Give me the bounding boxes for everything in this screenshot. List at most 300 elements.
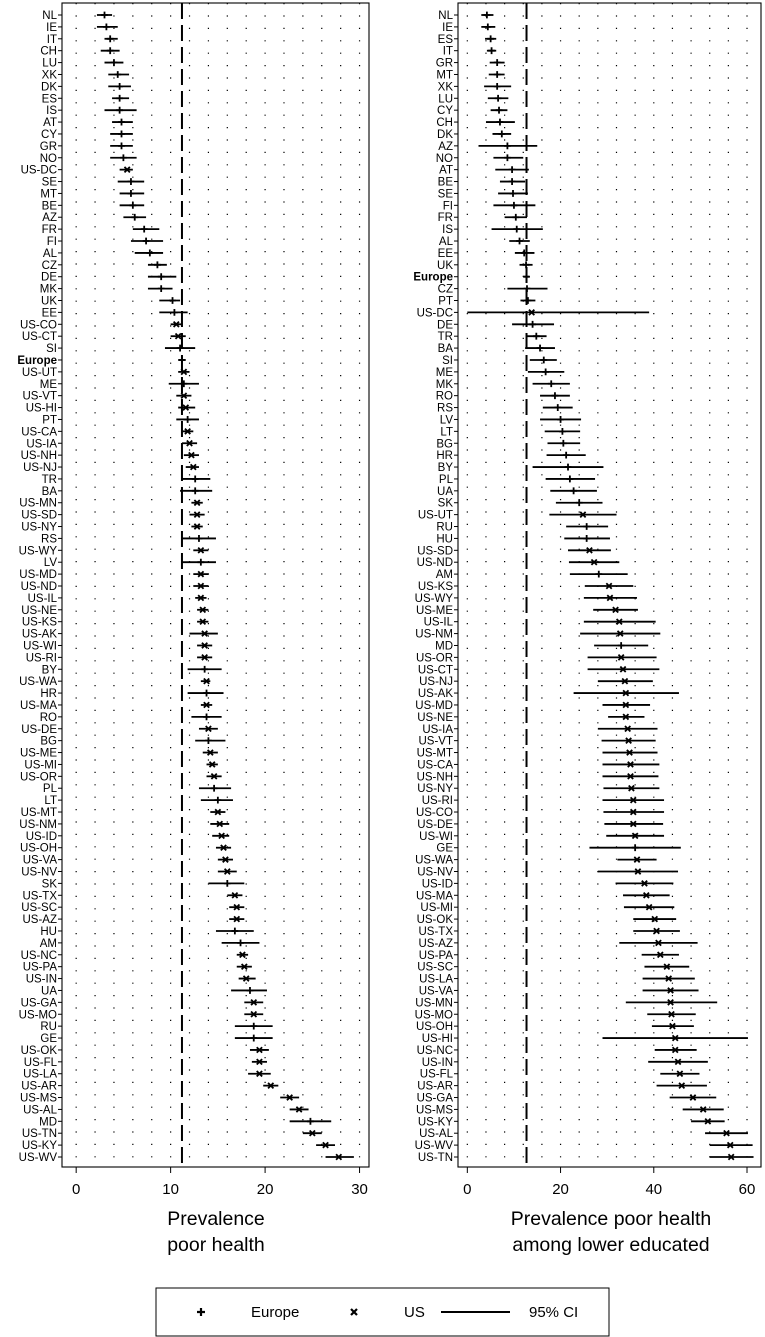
- y-tick-label: XK: [437, 81, 453, 94]
- data-row: [23, 640, 212, 652]
- y-tick-label: TR: [437, 331, 453, 344]
- y-tick-label: US-KY: [21, 1140, 57, 1153]
- y-tick-label: US-TN: [417, 1152, 453, 1164]
- data-row: [42, 69, 129, 81]
- europe-plus-marker: [247, 987, 254, 994]
- data-row: [438, 498, 603, 510]
- y-tick-label: FI: [46, 236, 57, 249]
- y-tick-label: US-KS: [417, 581, 453, 593]
- europe-plus-marker: [540, 357, 547, 364]
- data-row: [23, 914, 245, 926]
- data-row: [19, 819, 229, 831]
- y-tick-label: MK: [39, 283, 57, 296]
- data-row: [442, 355, 557, 367]
- y-tick-label: US-OK: [416, 914, 453, 927]
- y-tick-label: US-MO: [414, 1009, 453, 1022]
- y-tick-label: US-KY: [417, 1116, 453, 1129]
- data-row: [438, 343, 555, 355]
- europe-plus-marker: [205, 737, 212, 744]
- y-tick-label: US-AR: [417, 1080, 453, 1093]
- data-row: [22, 629, 218, 641]
- y-tick-label: US-CT: [417, 664, 453, 677]
- europe-plus-marker: [509, 178, 516, 185]
- y-tick-label: AT: [439, 164, 453, 177]
- europe-plus-marker: [111, 59, 118, 66]
- data-row: [21, 807, 226, 819]
- y-tick-label: CZ: [41, 259, 57, 272]
- y-tick-label: MT: [40, 188, 57, 201]
- europe-plus-marker: [307, 1118, 314, 1125]
- data-row: [26, 403, 196, 415]
- y-tick-label: US-AL: [23, 1104, 57, 1117]
- legend: [156, 1288, 609, 1336]
- y-tick-label: SI: [442, 354, 453, 367]
- europe-plus-marker: [552, 392, 559, 399]
- y-tick-label: US-MS: [415, 1104, 453, 1117]
- europe-plus-marker: [120, 154, 127, 161]
- y-tick-label: NO: [39, 152, 57, 165]
- europe-plus-marker: [224, 880, 231, 887]
- y-tick-label: US-NM: [415, 628, 453, 641]
- y-tick-label: US-AR: [21, 1080, 57, 1093]
- data-row: [438, 462, 604, 474]
- data-row: [417, 867, 678, 879]
- y-tick-label: US-MO: [18, 1009, 57, 1022]
- y-tick-label: GR: [435, 57, 453, 70]
- data-row: [437, 260, 533, 272]
- data-row: [22, 617, 209, 629]
- europe-plus-marker: [211, 785, 218, 792]
- data-row: [42, 200, 145, 212]
- y-tick-label: LT: [44, 795, 57, 808]
- data-row: [418, 664, 660, 676]
- y-tick-label: CY: [41, 128, 57, 141]
- y-tick-label: HU: [40, 925, 57, 938]
- data-row: [19, 545, 209, 557]
- data-row: [415, 1009, 696, 1021]
- data-row: [419, 736, 656, 748]
- y-tick-label: ME: [39, 378, 57, 391]
- y-tick-label: US-WA: [19, 676, 57, 689]
- data-row: [44, 795, 233, 807]
- data-row: [418, 510, 617, 522]
- europe-plus-marker: [583, 523, 590, 530]
- data-row: [438, 81, 511, 93]
- x-tick-label: 0: [71, 1181, 81, 1198]
- y-tick-label: US-MI: [420, 902, 453, 915]
- y-tick-label: GR: [39, 140, 57, 153]
- y-tick-label: US-HI: [421, 1033, 453, 1046]
- data-row: [417, 307, 650, 319]
- data-row: [24, 1057, 267, 1069]
- data-row: [20, 700, 212, 712]
- europe-plus-marker: [201, 666, 208, 673]
- y-tick-label: US-TN: [21, 1128, 57, 1141]
- data-row: [40, 712, 222, 724]
- europe-plus-marker: [509, 166, 516, 173]
- data-row: [436, 569, 628, 581]
- y-tick-label: UK: [41, 295, 57, 308]
- data-row: [415, 1140, 753, 1152]
- y-tick-label: CZ: [437, 283, 453, 296]
- data-row: [21, 450, 199, 462]
- europe-plus-marker: [523, 273, 530, 280]
- data-row: [40, 141, 133, 153]
- y-tick-label: BG: [436, 438, 453, 451]
- y-tick-label: CH: [40, 45, 57, 58]
- data-row: [23, 462, 199, 474]
- y-tick-label: HR: [436, 450, 453, 463]
- y-tick-label: EE: [41, 307, 57, 320]
- data-row: [439, 165, 529, 177]
- y-tick-label: US-WI: [419, 830, 453, 843]
- data-row: [21, 510, 204, 522]
- data-row: [22, 1140, 335, 1152]
- europe-plus-marker: [570, 487, 577, 494]
- data-row: [422, 1033, 748, 1045]
- data-row: [440, 414, 581, 426]
- data-row: [24, 759, 217, 771]
- y-tick-label: US-NY: [21, 521, 57, 534]
- y-tick-label: RU: [436, 521, 453, 534]
- y-tick-label: US-CO: [415, 807, 453, 820]
- y-tick-label: US-VA: [22, 854, 57, 867]
- europe-plus-marker: [542, 368, 549, 375]
- data-row: [44, 557, 216, 569]
- y-tick-label: BY: [437, 462, 453, 475]
- y-tick-label: US-IN: [421, 1056, 453, 1069]
- data-row: [437, 319, 554, 331]
- y-tick-label: FI: [442, 200, 453, 213]
- europe-plus-marker: [128, 190, 135, 197]
- data-row: [436, 153, 524, 165]
- data-row: [417, 1045, 697, 1057]
- data-row: [42, 93, 129, 105]
- y-tick-label: NL: [438, 10, 453, 22]
- data-row: [28, 593, 207, 605]
- europe-plus-marker: [566, 476, 573, 483]
- y-tick-label: Europe: [17, 354, 57, 367]
- x-tick-label: 30: [351, 1181, 368, 1198]
- europe-plus-marker: [488, 47, 495, 54]
- y-tick-label: SI: [46, 343, 57, 356]
- y-tick-label: US-SD: [417, 545, 453, 558]
- europe-plus-marker: [158, 285, 165, 292]
- plot-frame: [62, 3, 369, 1167]
- data-row: [43, 117, 133, 129]
- data-row: [417, 783, 659, 795]
- legend-item-us: [351, 1304, 425, 1321]
- europe-plus-marker: [179, 357, 186, 364]
- y-tick-label: US-MT: [20, 807, 57, 820]
- data-row: [415, 855, 656, 867]
- y-tick-label: US-OR: [19, 771, 57, 784]
- data-row: [438, 296, 535, 308]
- y-tick-label: US-MD: [19, 569, 57, 582]
- x-tick-label: 10: [162, 1181, 179, 1198]
- x-tick-label: 0: [463, 1181, 472, 1198]
- europe-plus-marker: [511, 202, 518, 209]
- y-tick-label: AM: [39, 937, 57, 950]
- data-row: [436, 391, 570, 403]
- y-tick-label: AZ: [42, 212, 57, 225]
- europe-plus-marker: [495, 95, 502, 102]
- data-row: [416, 1104, 724, 1116]
- data-row: [23, 1069, 271, 1081]
- data-row: [438, 248, 535, 260]
- y-tick-label: BA: [41, 485, 57, 498]
- data-row: [436, 69, 504, 81]
- y-tick-label: US-NJ: [23, 462, 57, 475]
- y-tick-label: US-MA: [19, 699, 57, 712]
- y-tick-label: AL: [438, 236, 453, 249]
- data-row: [40, 284, 173, 296]
- y-tick-label: RO: [39, 711, 57, 724]
- data-row: [21, 1081, 278, 1093]
- cross-marker-icon: [351, 1309, 357, 1315]
- data-row: [439, 236, 530, 248]
- y-tick-label: US-IN: [25, 973, 57, 986]
- europe-plus-marker: [595, 571, 602, 578]
- europe-plus-marker: [203, 713, 210, 720]
- europe-plus-marker: [632, 844, 639, 851]
- europe-plus-marker: [494, 71, 501, 78]
- y-tick-label: LU: [42, 57, 57, 70]
- data-row: [422, 1057, 708, 1069]
- y-tick-label: IE: [46, 21, 57, 34]
- y-tick-label: US-SC: [417, 961, 453, 974]
- legend-label-ci: 95% CI: [529, 1304, 579, 1321]
- y-tick-label: PL: [42, 783, 57, 796]
- data-row: [41, 533, 216, 545]
- europe-plus-marker: [618, 642, 625, 649]
- panel-lower-educated-prevalence: [413, 3, 761, 1256]
- y-tick-label: SK: [41, 878, 57, 891]
- europe-plus-marker: [250, 1023, 257, 1030]
- y-tick-label: LV: [43, 557, 57, 570]
- y-tick-label: BG: [40, 735, 57, 748]
- y-tick-label: US-AZ: [22, 914, 57, 927]
- data-row: [436, 533, 610, 545]
- y-tick-label: IS: [442, 224, 453, 237]
- data-row: [416, 890, 670, 902]
- data-row: [42, 307, 188, 319]
- y-tick-label: US-WI: [23, 640, 57, 653]
- y-tick-label: US-DE: [21, 723, 57, 736]
- data-row: [418, 1116, 725, 1128]
- data-row: [419, 831, 664, 843]
- data-row: [40, 1033, 272, 1045]
- y-tick-label: US-GA: [20, 997, 57, 1010]
- data-row: [417, 759, 659, 771]
- data-row: [42, 878, 245, 890]
- data-row: [42, 224, 160, 236]
- europe-plus-marker: [560, 440, 567, 447]
- data-row: [20, 843, 231, 855]
- legend-label-us: US: [404, 1304, 425, 1321]
- y-tick-label: BY: [41, 664, 57, 677]
- y-tick-label: DE: [41, 271, 57, 284]
- y-tick-label: US-DE: [417, 818, 453, 831]
- europe-plus-marker: [118, 142, 125, 149]
- europe-plus-marker: [523, 261, 530, 268]
- y-tick-label: US-WY: [414, 592, 453, 605]
- europe-plus-marker: [510, 190, 517, 197]
- y-tick-label: UA: [41, 985, 57, 998]
- data-row: [438, 284, 548, 296]
- europe-plus-marker: [118, 119, 125, 126]
- data-row: [23, 962, 252, 974]
- data-row: [417, 1093, 717, 1105]
- data-row: [42, 260, 167, 272]
- y-tick-label: SK: [437, 497, 453, 510]
- europe-plus-marker: [559, 428, 566, 435]
- europe-plus-marker: [114, 71, 121, 78]
- europe-plus-marker: [524, 285, 531, 292]
- y-tick-label: BE: [437, 176, 453, 189]
- europe-plus-marker: [118, 131, 125, 138]
- y-tick-label: BA: [437, 343, 453, 356]
- data-row: [19, 1009, 264, 1021]
- europe-plus-marker: [107, 47, 114, 54]
- y-tick-label: US-GA: [416, 1092, 453, 1105]
- y-tick-label: IS: [46, 105, 57, 118]
- y-tick-label: US-NH: [416, 771, 453, 784]
- y-tick-label: US-VT: [418, 735, 453, 748]
- y-tick-label: MD: [39, 1116, 57, 1129]
- data-row: [440, 426, 580, 438]
- data-row: [41, 272, 176, 284]
- data-row: [438, 10, 493, 22]
- data-row: [437, 105, 507, 117]
- y-tick-label: DK: [41, 81, 57, 94]
- y-tick-label: US-ND: [20, 581, 57, 593]
- europe-plus-marker: [563, 452, 570, 459]
- europe-plus-marker: [141, 226, 148, 233]
- y-tick-label: US-NY: [417, 783, 453, 796]
- data-row: [21, 867, 237, 879]
- data-row: [40, 926, 253, 938]
- data-row: [47, 34, 118, 46]
- data-row: [26, 831, 230, 843]
- data-row: [437, 129, 511, 141]
- y-tick-label: GE: [436, 842, 453, 855]
- europe-plus-marker: [103, 23, 110, 30]
- data-row: [41, 985, 267, 997]
- y-tick-label: FR: [41, 224, 57, 237]
- europe-plus-marker: [146, 250, 153, 257]
- y-tick-label: US-FL: [23, 1056, 57, 1069]
- data-row: [418, 1152, 754, 1164]
- y-tick-label: PL: [438, 473, 453, 486]
- data-row: [40, 46, 119, 58]
- y-tick-label: FR: [437, 212, 453, 225]
- europe-plus-marker: [487, 35, 494, 42]
- data-row: [42, 10, 112, 22]
- y-tick-label: US-NC: [20, 949, 57, 962]
- europe-plus-marker: [513, 226, 520, 233]
- data-row: [417, 748, 658, 760]
- data-row: [46, 105, 136, 117]
- y-tick-label: UK: [437, 259, 453, 272]
- y-tick-label: US-WV: [414, 1140, 453, 1153]
- data-row: [46, 343, 195, 355]
- data-row: [23, 391, 192, 403]
- x-tick-label: 20: [552, 1181, 569, 1198]
- y-tick-label: ME: [435, 366, 453, 379]
- europe-plus-marker: [116, 107, 123, 114]
- legend-item-ci: [441, 1304, 578, 1321]
- y-tick-label: AM: [435, 569, 453, 582]
- y-tick-label: US-MN: [19, 497, 57, 510]
- y-tick-label: EE: [437, 247, 453, 260]
- y-tick-label: HR: [40, 688, 57, 701]
- x-axis-title: Prevalence: [167, 1208, 265, 1230]
- data-row: [417, 545, 611, 557]
- y-tick-label: ES: [437, 33, 453, 46]
- y-tick-label: US-MI: [24, 759, 57, 772]
- legend-label-europe: Europe: [251, 1304, 300, 1321]
- data-row: [41, 129, 133, 141]
- y-tick-label: US-VA: [418, 985, 453, 998]
- y-tick-label: US-RI: [25, 652, 57, 665]
- europe-plus-marker: [548, 380, 555, 387]
- y-tick-label: US-CO: [19, 319, 57, 332]
- y-tick-label: Europe: [413, 271, 453, 284]
- data-row: [40, 938, 260, 950]
- data-row: [21, 724, 218, 736]
- y-tick-label: US-AK: [21, 628, 57, 641]
- y-tick-label: US-PA: [22, 961, 57, 974]
- data-row: [19, 569, 208, 581]
- y-tick-label: US-IL: [27, 592, 57, 605]
- y-tick-label: IT: [442, 45, 453, 58]
- data-row: [436, 843, 680, 855]
- europe-plus-marker: [101, 12, 108, 19]
- y-tick-label: DK: [437, 128, 453, 141]
- y-tick-label: MD: [435, 640, 453, 653]
- data-row: [438, 141, 537, 153]
- europe-plus-marker: [184, 416, 191, 423]
- y-tick-label: US-VT: [22, 390, 57, 403]
- y-tick-label: IE: [442, 21, 453, 34]
- y-tick-label: US-DC: [416, 307, 453, 320]
- grid-lines: [76, 3, 359, 1167]
- europe-plus-marker: [192, 487, 199, 494]
- x-axis-title: poor health: [167, 1234, 265, 1256]
- y-tick-label: US-UT: [21, 366, 57, 379]
- y-tick-label: HU: [436, 533, 453, 546]
- data-row: [436, 58, 505, 70]
- europe-plus-marker: [576, 499, 583, 506]
- y-tick-label: SE: [41, 176, 57, 189]
- y-tick-label: US-MA: [415, 890, 453, 903]
- data-row: [438, 177, 525, 189]
- data-row: [42, 58, 123, 70]
- y-tick-label: US-CA: [21, 426, 57, 439]
- plus-marker-icon: [197, 1308, 205, 1316]
- europe-plus-marker: [154, 261, 161, 268]
- y-tick-label: US-NM: [19, 818, 57, 831]
- europe-plus-marker: [116, 83, 123, 90]
- y-tick-label: US-FL: [419, 1068, 453, 1081]
- y-tick-label: US-SD: [21, 509, 57, 522]
- y-tick-label: US-WY: [18, 545, 57, 558]
- europe-plus-marker: [196, 535, 203, 542]
- y-tick-label: US-NE: [417, 711, 453, 724]
- data-row: [438, 212, 527, 224]
- data-row: [43, 248, 163, 260]
